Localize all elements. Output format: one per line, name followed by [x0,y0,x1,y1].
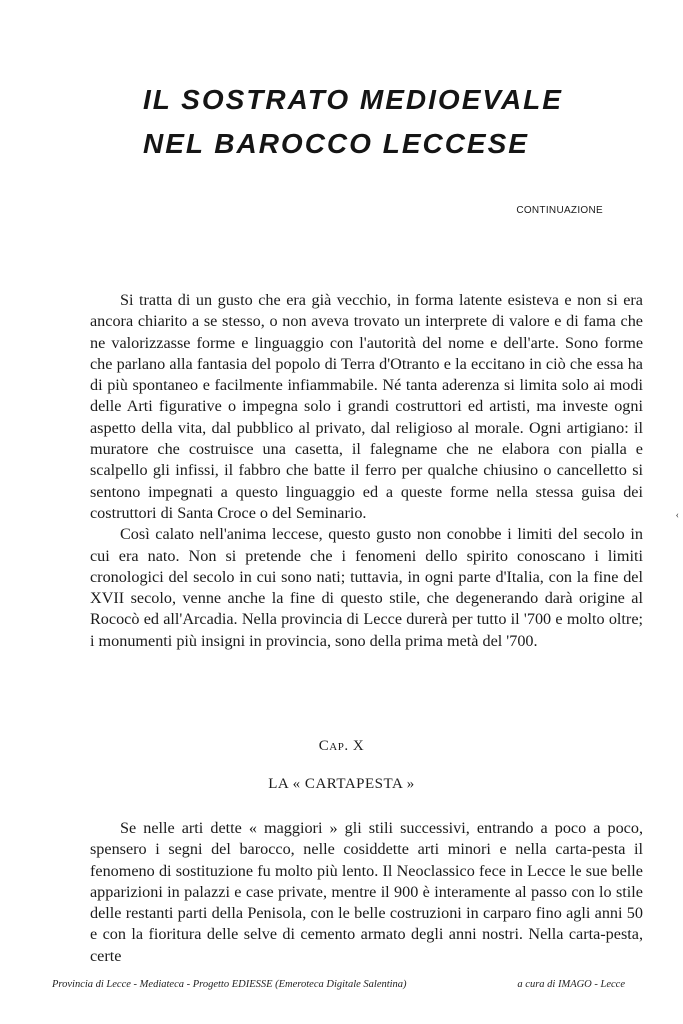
continuation-label: CONTINUAZIONE [516,205,603,216]
section-title: LA « CARTAPESTA » [268,776,415,792]
body-section-2 [90,818,643,967]
footer-credit-right: a cura di IMAGO - Lecce [517,979,625,990]
paragraph-1: Si tratta di un gusto che era già vecchio, in forma latente esisteva e non si era ancora chiarito a se stesso, o non aveva trovato un interprete di valore e di fama che ne valorizzasse forme e linguaggio con l'autorità del nome e dell'arte. Sono forme che parlano alla fantasia del popolo di Terra d'Otranto e la eccitano in ciò che essa ha di più spontaneo e facilmente infiammabile. Né tanta aderenza si limita solo ai modi delle Arti figurative o impegna solo i grandi costruttori ed artisti, ma investe ogni aspetto della vita, dal pubblico al privato, dal religioso al morale. Ogni artigiano: il muratore che costruisce una casetta, il falegname che ne elabora con pialla e scalpello gli infissi, il fabbro che batte il ferro per qualche chiusino o cancelletto si sentono impegnati a questo linguaggio ed a queste forme nella stessa guisa dei costruttori di Santa Croce o del Seminario. [90,291,643,522]
title-line-2: NEL BAROCCO LECCESE [143,128,529,159]
paragraph-3: Se nelle arti dette « maggiori » gli stili successivi, entrando a poco a poco, spensero i segni del barocco, nelle cosiddette arti minori e nella carta-pesta il fenomeno di sostituzione fu molto più lento. Il Neoclassico fece in Lecce le sue belle apparizioni in palazzi e case private, mentre il 900 è interamente al passo con lo stile delle restanti parti della Penisola, con le belle costruzioni in carparo fino agli anni 50 e con la fioritura delle selve di cemento armato degli anni nostri. Nella carta-pesta, certe [90,819,643,965]
chapter-prefix: Cap. [318,738,349,754]
footer-credit-left: Provincia di Lecce - Mediateca - Progetto EDIESSE (Emeroteca Digitale Salentina) [52,979,407,990]
chapter-heading [0,738,683,755]
article-title [143,78,613,166]
chapter-number: X [352,738,365,754]
title-line-1: IL SOSTRATO MEDIOEVALE [143,84,563,115]
margin-mark: ‹ [675,510,679,521]
paragraph-2: Così calato nell'anima leccese, questo gusto non conobbe i limiti del secolo in cui era nato. Non si pretende che i fenomeni dello spirito conoscano i limiti cronologici del secolo in cui sono nati; tuttavia, in ogni parte d'Italia, con la fine del XVII secolo, venne anche la fine di questo stile, che degenerando darà origine al Rococò ed all'Arcadia. Nella provincia di Lecce durerà per tutto il '700 e molto oltre; i monumenti più insigni in provincia, sono della prima metà del '700. [90,525,643,650]
body-section-1 [90,290,643,652]
